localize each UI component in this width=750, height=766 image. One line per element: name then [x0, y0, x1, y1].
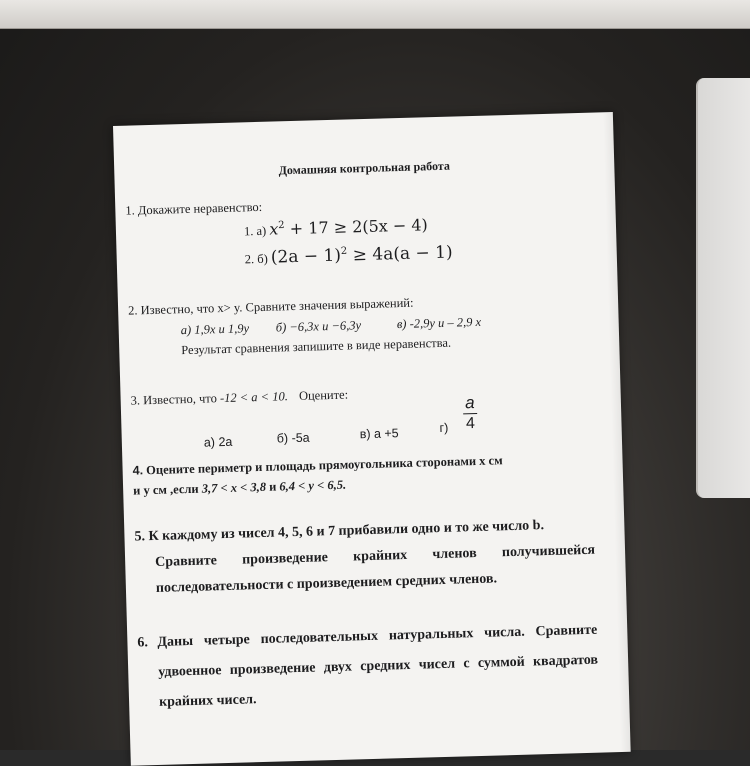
task6-word: последовательных — [260, 628, 379, 648]
task6-word: средних — [360, 657, 411, 675]
task3-text-a: Известно, что — [142, 391, 218, 408]
paper-sheet — [113, 112, 631, 766]
task6-word: произведение — [229, 660, 316, 678]
task6-line2 — [158, 653, 598, 681]
task2-opt-c: в) -2,9y и – 2,9 x — [396, 314, 482, 332]
task6-number: 6. — [137, 635, 149, 651]
task4-text2d: 6,4 < y < 6,5. — [279, 477, 347, 494]
task4-line1 — [132, 453, 502, 478]
task5-word: получившейся — [501, 542, 596, 561]
task6-word: квадратов — [532, 652, 599, 670]
task5-number: 5. — [134, 529, 146, 545]
task5-line2 — [155, 543, 595, 571]
task1-item2 — [244, 243, 452, 269]
task1-item2-label: 2. б) — [244, 251, 268, 267]
task5-line3: последовательности с произведением средних членов. — [155, 571, 498, 596]
task6-word: суммой — [477, 654, 525, 672]
task3-number: 3. — [130, 393, 141, 408]
keyboard-edge — [0, 0, 750, 29]
task4-text2a: и у см ,если — [132, 481, 199, 498]
fraction-denominator: 4 — [465, 415, 476, 433]
task4-text1: Оцените периметр и площадь прямоугольника сторонами х см — [145, 453, 503, 478]
task1-text: Докажите неравенство: — [137, 199, 263, 218]
task5-text1: К каждому из чисел 4, 5, 6 и 7 прибавили одно и то же число b. — [148, 518, 545, 545]
page-title: Домашняя контрольная работа — [278, 158, 451, 178]
task5-line1 — [134, 518, 544, 545]
task2-opt-a: а) 1,9x и 1,9y — [180, 321, 250, 338]
task6-word: Даны — [157, 633, 194, 650]
task4-text2c: и — [268, 479, 277, 494]
task2-number: 2. — [127, 303, 138, 318]
task3-text-b: -12 < a < 10. — [219, 389, 289, 406]
task6-word: Сравните — [535, 622, 598, 640]
task1-item2-expr: $(2a - 1)^2 \ge 4a(a - 1)$ — [270, 242, 453, 268]
task6-line3: крайних чисел. — [158, 692, 257, 710]
task6-word: четыре — [203, 632, 251, 649]
task6-word: чисел — [418, 656, 456, 673]
task6-word: двух — [323, 659, 353, 676]
task3-text-c: Оцените: — [298, 387, 349, 403]
task4-number: 4. — [132, 463, 144, 478]
task5-word: крайних — [352, 547, 408, 565]
task1-number: 1. — [125, 203, 135, 218]
task6-word: удвоенное — [158, 663, 222, 680]
task2-header — [128, 296, 414, 319]
task2-options — [181, 315, 482, 338]
laptop-edge — [696, 78, 750, 498]
task3-opt-c: в) а +5 — [359, 426, 399, 442]
task1-header — [125, 200, 262, 219]
task5-word: произведение — [241, 550, 329, 568]
task3-opt-a: а) 2а — [203, 434, 233, 450]
task1-item1-label: 1. а) — [243, 223, 267, 239]
task2-opt-b: б) −6,3x и −6,3y — [275, 318, 362, 335]
task4-line2 — [133, 478, 346, 499]
task3-opt-b: б) -5а — [276, 430, 310, 446]
task6-word: числа. — [483, 624, 525, 641]
task6-line1 — [157, 623, 597, 651]
task3-opt-d: г) — [439, 420, 449, 435]
task2-note: Результат сравнения запишите в виде неравенства. — [181, 335, 452, 358]
fraction-numerator: a — [464, 393, 475, 413]
task1-item1 — [244, 215, 428, 239]
task5-word: Сравните — [154, 553, 218, 570]
task5-word: членов — [432, 546, 477, 563]
task3-fraction — [463, 394, 478, 433]
task2-text: Известно, что x> y. Сравните значения выражений: — [140, 295, 414, 318]
task4-text2b: 3,7 < x < 3,8 — [201, 479, 267, 496]
task6-word: натуральных — [388, 626, 474, 644]
task3-header — [130, 388, 348, 409]
task1-item1-expr: $x^2 + 17 \ge 2(5x - 4)$ — [269, 215, 429, 239]
task6-word: с — [463, 656, 470, 672]
